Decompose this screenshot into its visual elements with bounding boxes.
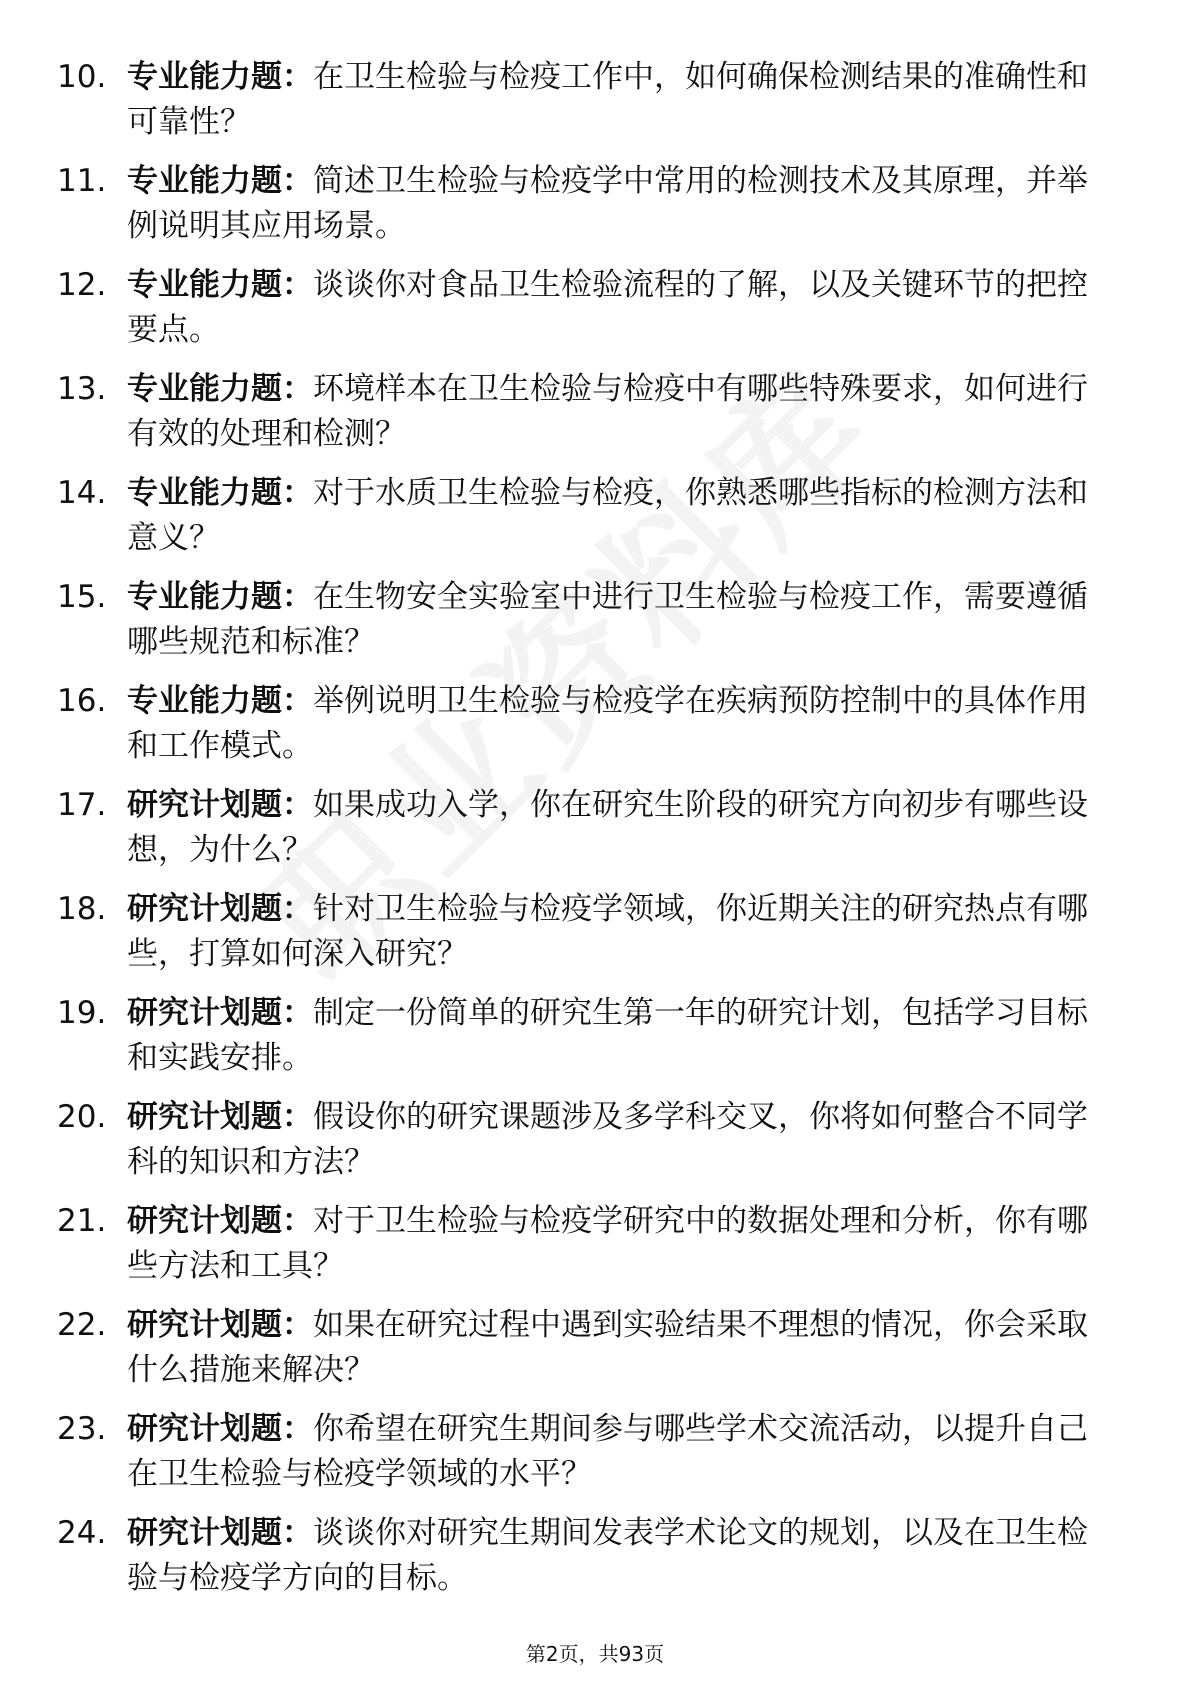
question-item bbox=[0, 159, 1190, 263]
question-item bbox=[0, 575, 1190, 679]
question-number: 23. bbox=[57, 1411, 107, 1447]
question-number: 18. bbox=[57, 891, 107, 927]
question-item bbox=[0, 679, 1190, 783]
question-item bbox=[0, 367, 1190, 471]
question-body: 谈谈你对食品卫生检验流程的了解，以及关键环节的把控要点。 bbox=[127, 267, 1088, 348]
question-text bbox=[127, 1095, 1113, 1185]
question-category: 专业能力题： bbox=[127, 267, 313, 303]
question-text bbox=[127, 263, 1113, 353]
question-body: 针对卫生检验与检疫学领域，你近期关注的研究热点有哪些，打算如何深入研究？ bbox=[127, 891, 1088, 972]
question-category: 研究计划题： bbox=[127, 1307, 313, 1343]
question-item bbox=[0, 1511, 1190, 1615]
question-text bbox=[127, 783, 1113, 873]
question-number: 20. bbox=[57, 1099, 107, 1135]
question-body: 举例说明卫生检验与检疫学在疾病预防控制中的具体作用和工作模式。 bbox=[127, 683, 1088, 764]
question-item bbox=[0, 263, 1190, 367]
question-text bbox=[127, 367, 1113, 457]
question-item bbox=[0, 55, 1190, 159]
question-number: 15. bbox=[57, 579, 107, 615]
question-body: 在生物安全实验室中进行卫生检验与检疫工作，需要遵循哪些规范和标准？ bbox=[127, 579, 1088, 660]
question-category: 研究计划题： bbox=[127, 1515, 313, 1551]
question-text bbox=[127, 1199, 1113, 1289]
question-item bbox=[0, 1303, 1190, 1407]
question-number: 10. bbox=[57, 59, 107, 95]
question-list bbox=[0, 55, 1190, 1615]
question-body: 简述卫生检验与检疫学中常用的检测技术及其原理，并举例说明其应用场景。 bbox=[127, 163, 1088, 244]
question-item bbox=[0, 1199, 1190, 1303]
question-number: 19. bbox=[57, 995, 107, 1031]
question-category: 研究计划题： bbox=[127, 787, 313, 823]
question-body: 你希望在研究生期间参与哪些学术交流活动，以提升自己在卫生检验与检疫学领域的水平？ bbox=[127, 1411, 1088, 1492]
question-text bbox=[127, 991, 1113, 1081]
question-body: 谈谈你对研究生期间发表学术论文的规划，以及在卫生检验与检疫学方向的目标。 bbox=[127, 1515, 1088, 1596]
question-number: 24. bbox=[57, 1515, 107, 1551]
question-item bbox=[0, 783, 1190, 887]
question-category: 专业能力题： bbox=[127, 475, 313, 511]
question-text bbox=[127, 887, 1113, 977]
question-number: 13. bbox=[57, 371, 107, 407]
question-category: 研究计划题： bbox=[127, 1411, 313, 1447]
question-number: 14. bbox=[57, 475, 107, 511]
question-category: 研究计划题： bbox=[127, 1203, 313, 1239]
question-category: 专业能力题： bbox=[127, 59, 313, 95]
question-item bbox=[0, 1407, 1190, 1511]
question-body: 如果在研究过程中遇到实验结果不理想的情况，你会采取什么措施来解决？ bbox=[127, 1307, 1088, 1388]
question-text bbox=[127, 575, 1113, 665]
question-item bbox=[0, 887, 1190, 991]
question-body: 对于卫生检验与检疫学研究中的数据处理和分析，你有哪些方法和工具？ bbox=[127, 1203, 1088, 1284]
question-number: 11. bbox=[57, 163, 107, 199]
question-number: 22. bbox=[57, 1307, 107, 1343]
question-text bbox=[127, 159, 1113, 249]
question-number: 12. bbox=[57, 267, 107, 303]
question-category: 研究计划题： bbox=[127, 995, 313, 1031]
question-number: 21. bbox=[57, 1203, 107, 1239]
question-item bbox=[0, 1095, 1190, 1199]
question-category: 专业能力题： bbox=[127, 683, 313, 719]
question-category: 专业能力题： bbox=[127, 163, 313, 199]
question-category: 专业能力题： bbox=[127, 579, 313, 615]
page-footer: 第2页，共93页 bbox=[525, 1642, 665, 1666]
question-body: 假设你的研究课题涉及多学科交叉，你将如何整合不同学科的知识和方法？ bbox=[127, 1099, 1088, 1180]
question-body: 环境样本在卫生检验与检疫中有哪些特殊要求，如何进行有效的处理和检测？ bbox=[127, 371, 1088, 452]
question-item bbox=[0, 471, 1190, 575]
question-body: 制定一份简单的研究生第一年的研究计划，包括学习目标和实践安排。 bbox=[127, 995, 1088, 1076]
question-text bbox=[127, 471, 1113, 561]
question-text bbox=[127, 1407, 1113, 1497]
question-category: 专业能力题： bbox=[127, 371, 313, 407]
question-number: 17. bbox=[57, 787, 107, 823]
question-body: 在卫生检验与检疫工作中，如何确保检测结果的准确性和可靠性？ bbox=[127, 59, 1088, 140]
question-body: 对于水质卫生检验与检疫，你熟悉哪些指标的检测方法和意义？ bbox=[127, 475, 1088, 556]
question-category: 研究计划题： bbox=[127, 891, 313, 927]
question-item bbox=[0, 991, 1190, 1095]
question-text bbox=[127, 679, 1113, 769]
question-number: 16. bbox=[57, 683, 107, 719]
question-category: 研究计划题： bbox=[127, 1099, 313, 1135]
question-body: 如果成功入学，你在研究生阶段的研究方向初步有哪些设想，为什么？ bbox=[127, 787, 1088, 868]
question-text bbox=[127, 1511, 1113, 1601]
question-text bbox=[127, 55, 1113, 145]
question-text bbox=[127, 1303, 1113, 1393]
